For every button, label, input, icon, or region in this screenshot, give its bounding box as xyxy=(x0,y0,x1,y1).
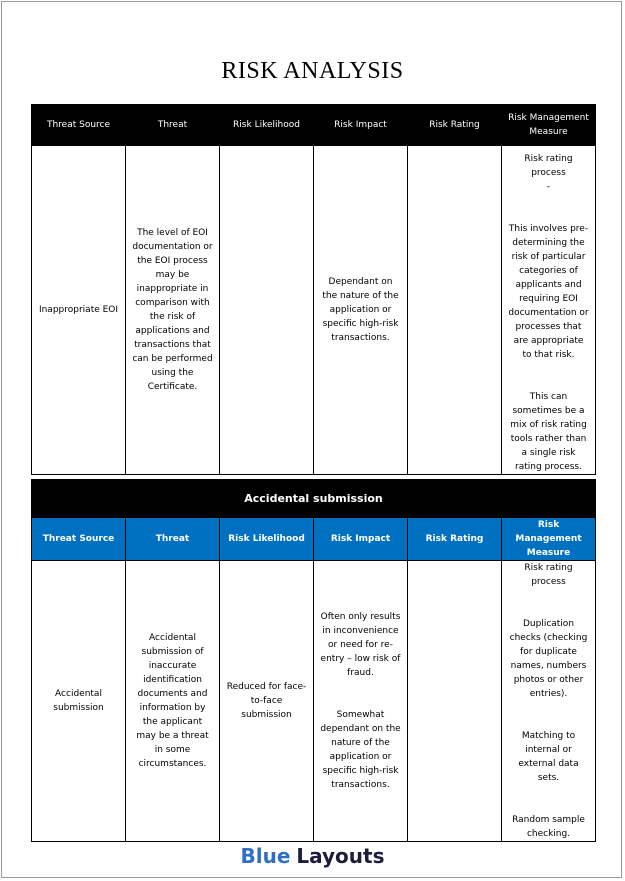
cell-risk-likelihood xyxy=(220,146,314,475)
cell-threat: Accidental submission of inaccurate identification documents and information by the applicant may be a threat in some circumstances. xyxy=(126,561,220,842)
table-header-row xyxy=(32,105,596,146)
column-header-risk-rating: Risk Rating xyxy=(408,518,502,561)
page-title: RISK ANALYSIS xyxy=(221,58,404,84)
column-header-risk-impact: Risk Impact xyxy=(314,105,408,146)
risk-table-inappropriate-eoi xyxy=(31,104,596,475)
cell-risk-rating xyxy=(408,561,502,842)
cell-risk-management-measure: Risk rating process Duplication checks (checking for duplicate names, numbers photos or other entries). Matching to internal or external data sets. Random sample checking. xyxy=(502,561,596,842)
logo-word-layouts: Layouts xyxy=(296,844,385,868)
table-row xyxy=(32,561,596,842)
cell-threat: The level of EOI documentation or the EOI process may be inappropriate in comparison with the risk of applications and transactions that can be performed using the Certificate. xyxy=(126,146,220,475)
risk-table-accidental-submission xyxy=(31,479,596,842)
column-header-threat: Threat xyxy=(126,518,220,561)
column-header-threat-source: Threat Source xyxy=(32,105,126,146)
table-banner-row xyxy=(32,480,596,518)
column-header-threat: Threat xyxy=(126,105,220,146)
cell-risk-management-measure: Risk rating process - This involves pre-determining the risk of particular categories of applicants and requiring EOI documentation or processes that are appropriate to that risk. This can sometimes be a mix of risk rating tools rather than a single risk rating process. xyxy=(502,146,596,475)
column-header-risk-likelihood: Risk Likelihood xyxy=(220,518,314,561)
column-header-risk-management-measure: Risk Management Measure xyxy=(502,105,596,146)
table-header-row xyxy=(32,518,596,561)
table-row xyxy=(32,146,596,475)
column-header-threat-source: Threat Source xyxy=(32,518,126,561)
cell-threat-source: Accidental submission xyxy=(32,561,126,842)
table-banner: Accidental submission xyxy=(32,480,596,518)
logo-word-blue: Blue xyxy=(240,844,291,868)
cell-threat-source: Inappropriate EOI xyxy=(32,146,126,475)
cell-risk-impact: Often only results in inconvenience or need for re-entry – low risk of fraud. Somewhat dependant on the nature of the application or specific high-risk transactions. xyxy=(314,561,408,842)
column-header-risk-rating: Risk Rating xyxy=(408,105,502,146)
cell-risk-likelihood: Reduced for face-to-face submission xyxy=(220,561,314,842)
column-header-risk-likelihood: Risk Likelihood xyxy=(220,105,314,146)
brand-logo xyxy=(0,844,625,868)
column-header-risk-impact: Risk Impact xyxy=(314,518,408,561)
cell-risk-rating xyxy=(408,146,502,475)
column-header-risk-management-measure: Risk Management Measure xyxy=(502,518,596,561)
cell-risk-impact: Dependant on the nature of the application or specific high-risk transactions. xyxy=(314,146,408,475)
